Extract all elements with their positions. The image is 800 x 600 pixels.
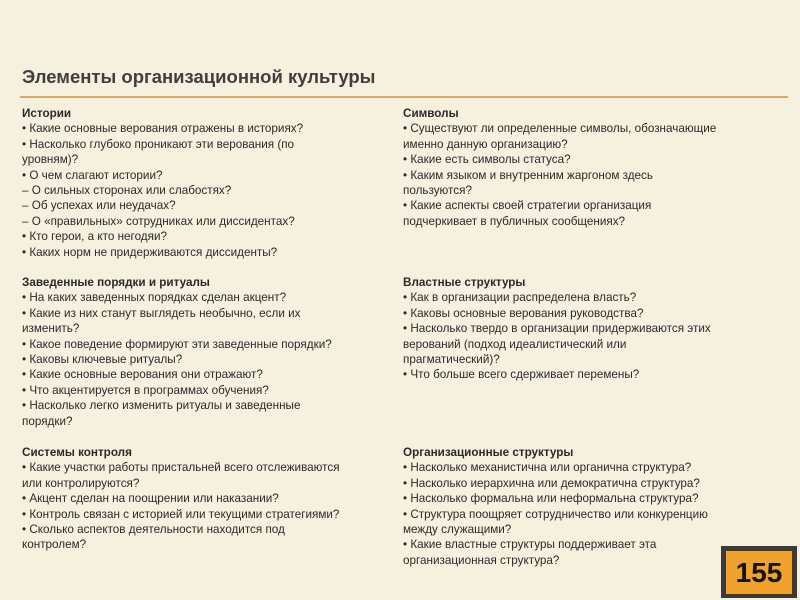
section-heading: Системы контроля (22, 446, 132, 459)
section-line: изменить? (22, 322, 80, 336)
section-line: • Насколько глубоко проникают эти верования (по (22, 137, 295, 151)
section-line: порядки? (22, 414, 73, 428)
section-stories (22, 106, 392, 260)
section-lines (403, 290, 783, 382)
section-line: • Структура поощряет сотрудничество или конкуренцию (403, 507, 708, 521)
section-line: • Насколько формальна или неформальна структура? (403, 492, 699, 506)
section-power-structures (403, 275, 783, 383)
section-line: контролем? (22, 538, 87, 552)
section-line: – Об успехах или неудачах? (22, 199, 176, 213)
section-line: • Акцент сделан на поощрении или наказании? (22, 492, 279, 506)
section-line: • Какое поведение формируют эти заведенные порядки? (22, 337, 332, 351)
section-heading: Символы (403, 107, 459, 120)
section-line: • Каким языком и внутренним жаргоном здесь (403, 168, 653, 182)
section-routines-rituals (22, 275, 392, 429)
section-line: • Каковы основные верования руководства? (403, 306, 644, 320)
title-underline (20, 96, 788, 98)
section-line: прагматический)? (403, 353, 500, 367)
section-line: • Что больше всего сдерживает перемены? (403, 368, 640, 382)
section-line: • Каких норм не придерживаются диссиденты? (22, 245, 278, 259)
section-line: • Существуют ли определенные символы, обозначающие (403, 122, 717, 136)
section-symbols (403, 106, 783, 229)
section-line: • Кто герои, а кто негодяи? (22, 230, 167, 244)
section-line: • Какие есть символы статуса? (403, 153, 571, 167)
page-number-badge (721, 546, 797, 598)
section-heading: Заведенные порядки и ритуалы (22, 276, 210, 289)
section-heading: Властные структуры (403, 276, 526, 289)
section-lines (22, 121, 392, 260)
section-line: • Какие участки работы пристальней всего отслеживаются (22, 461, 340, 475)
page-number: 155 (726, 551, 792, 594)
section-heading: Истории (22, 107, 72, 120)
section-line: или контролируются? (22, 476, 140, 490)
section-line: • Какие властные структуры поддерживает эта (403, 538, 657, 552)
section-lines (403, 121, 783, 229)
section-line: верований (подход идеалистический или (403, 337, 627, 351)
section-line: – О сильных сторонах или слабостях? (22, 184, 232, 198)
section-line: подчеркивает в публичных сообщениях? (403, 214, 626, 228)
section-line: • На каких заведенных порядках сделан акцент? (22, 291, 287, 305)
section-line: • Каковы ключевые ритуалы? (22, 353, 183, 367)
section-line: • О чем слагают истории? (22, 168, 163, 182)
section-line: • Какие из них станут выглядеть необычно, если их (22, 306, 301, 320)
section-line: – О «правильных» сотрудниках или диссидентах? (22, 214, 295, 228)
section-lines (22, 460, 392, 552)
section-control-systems (22, 445, 392, 553)
section-line: • Какие аспекты своей стратегии организация (403, 199, 652, 213)
section-line: • Контроль связан с историей или текущими стратегиями? (22, 507, 340, 521)
section-line: пользуются? (403, 184, 472, 198)
section-line: • Как в организации распределена власть? (403, 291, 637, 305)
section-line: • Насколько механистична или органична структура? (403, 461, 692, 475)
section-line: • Что акцентируется в программах обучения? (22, 383, 269, 397)
section-line: уровням)? (22, 153, 79, 167)
section-line: • Насколько твердо в организации придерживаются этих (403, 322, 711, 336)
page-title: Элементы организационной культуры (22, 66, 376, 87)
section-line: между служащими? (403, 523, 512, 537)
section-line: • Сколько аспектов деятельности находится под (22, 523, 285, 537)
section-line: • Насколько легко изменить ритуалы и заведенные (22, 399, 301, 413)
section-line: • Какие основные верования они отражают? (22, 368, 263, 382)
section-heading: Организационные структуры (403, 446, 574, 459)
section-lines (22, 290, 392, 429)
section-line: организационная структура? (403, 553, 560, 567)
section-line: именно данную организацию? (403, 137, 568, 151)
section-line: • Какие основные верования отражены в историях? (22, 122, 304, 136)
section-line: • Насколько иерархична или демократична структура? (403, 476, 700, 490)
